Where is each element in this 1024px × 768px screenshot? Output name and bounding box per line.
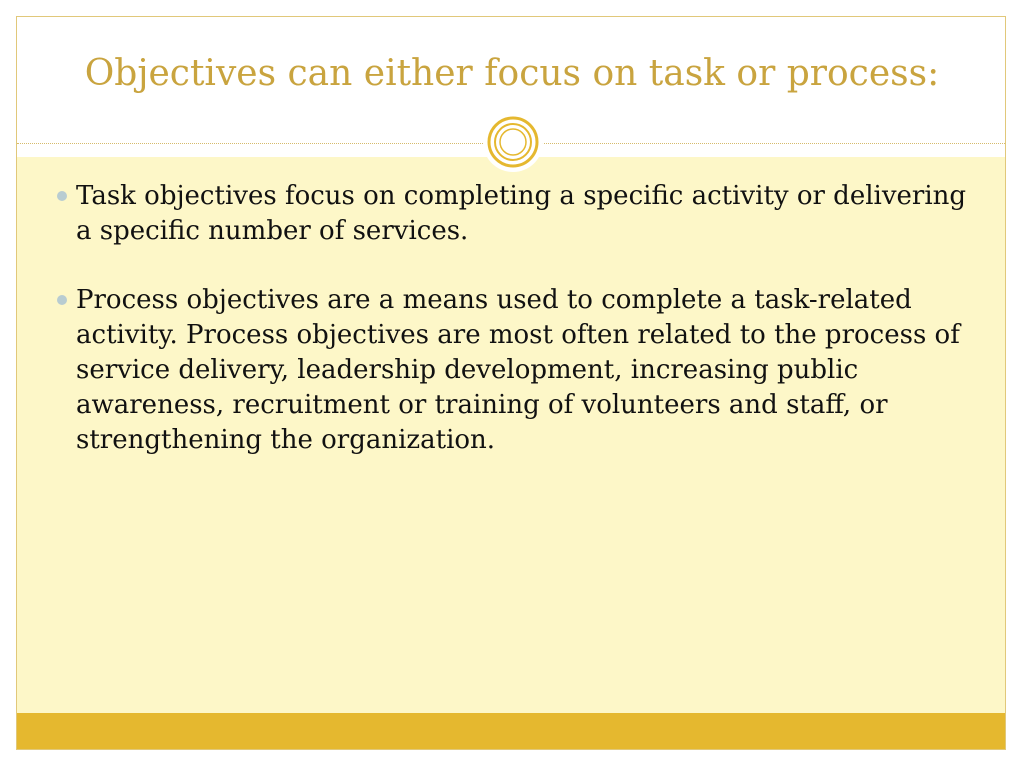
bullet-text: Task objectives focus on completing a specific activity or delivering a specific number of services. bbox=[76, 181, 967, 246]
slide-title: Objectives can either focus on task or process: bbox=[84, 53, 940, 94]
concentric-rings-icon bbox=[483, 112, 543, 172]
bullet-item-process bbox=[57, 283, 977, 458]
footer-bar bbox=[17, 713, 1005, 749]
bullet-dot bbox=[57, 191, 67, 201]
bullet-text: Process objectives are a means used to complete a task-related activity. Process objectives are most often related to the process of service delivery, leadership development, increasing public awareness, recruitment or training of volunteers and staff, or strengthening the organization. bbox=[76, 285, 960, 455]
bullet-item-task bbox=[57, 179, 977, 249]
bullet-list bbox=[57, 179, 977, 492]
slide bbox=[16, 16, 1006, 750]
bullet-dot bbox=[57, 295, 67, 305]
